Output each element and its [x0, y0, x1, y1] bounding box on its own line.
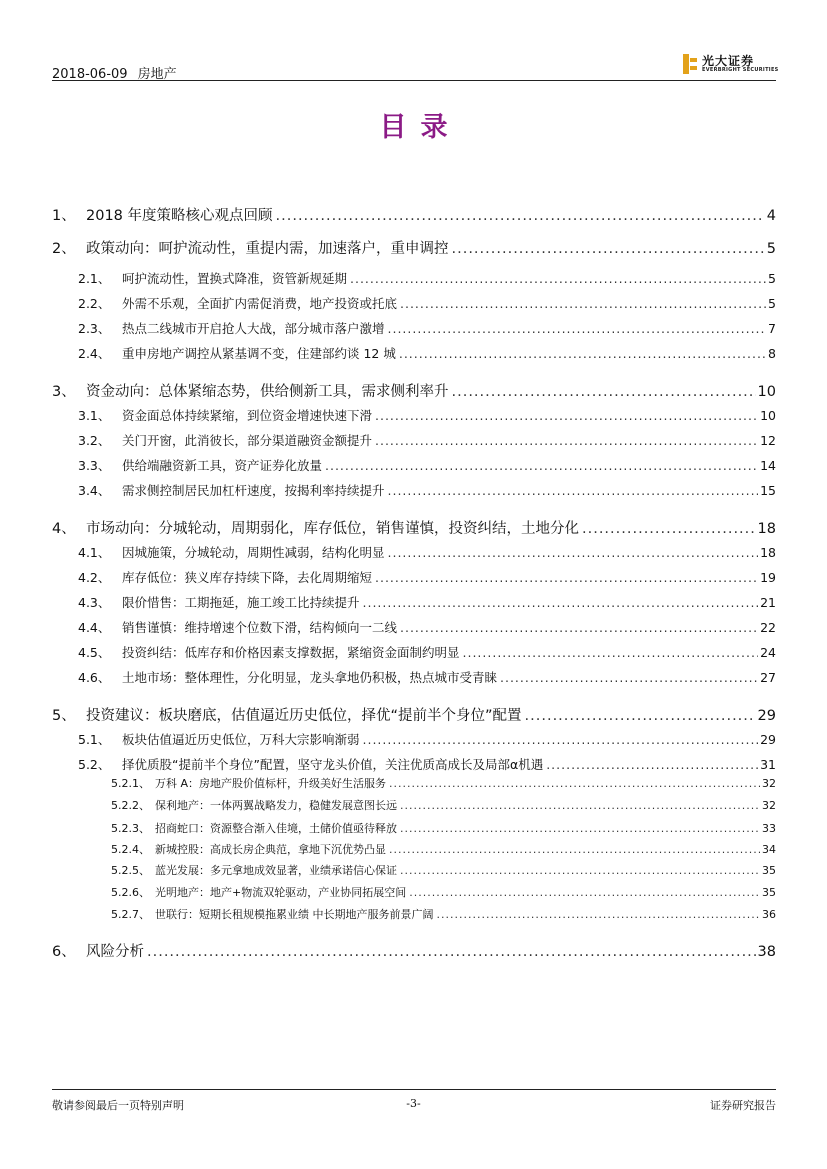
toc-entry[interactable] [111, 841, 776, 857]
header-divider [52, 80, 776, 81]
toc-entry[interactable] [78, 568, 776, 586]
toc-entry-number: 5.2.1、 [111, 777, 150, 790]
toc-entry-number: 3.3、 [78, 458, 111, 473]
toc-entry-title: 热点二线城市开启抢人大战，部分城市落户激增 [122, 321, 385, 336]
toc-entry[interactable] [78, 319, 776, 337]
toc-leader-dots [388, 483, 759, 498]
toc-entry-title: 资金动向：总体紧缩态势，供给侧新工具，需求侧利率升 [86, 384, 449, 400]
toc-entry-number: 1、 [52, 208, 76, 224]
toc-entry[interactable] [111, 906, 776, 922]
toc-entry[interactable] [52, 204, 776, 225]
toc-entry[interactable] [78, 643, 776, 661]
toc-leader-dots [399, 346, 766, 361]
toc-entry-page: 10 [760, 408, 776, 423]
toc-entry-number: 4.1、 [78, 545, 111, 560]
toc-entry-page: 38 [757, 944, 776, 960]
toc-entry[interactable] [52, 517, 776, 538]
toc-entry-title: 蓝光发展：多元拿地成效显著，业绩承诺信心保证 [155, 864, 397, 877]
toc-entry-title: 风险分析 [86, 944, 144, 960]
toc-entry-number: 2.4、 [78, 346, 111, 361]
toc-entry[interactable] [78, 269, 776, 287]
toc-entry-number: 5.2.5、 [111, 864, 150, 877]
toc-entry[interactable] [78, 668, 776, 686]
toc-leader-dots [500, 670, 758, 685]
toc-leader-dots [400, 799, 760, 812]
toc-entry-number: 5.2、 [78, 757, 111, 772]
footer-disclaimer: 敬请参阅最后一页特别声明 [52, 1099, 184, 1112]
toc-entry-number: 4.6、 [78, 670, 111, 685]
toc-entry-page: 31 [760, 757, 776, 772]
toc-entry[interactable] [78, 481, 776, 499]
report-date: 2018-06-09 [52, 67, 128, 82]
toc-entry[interactable] [78, 456, 776, 474]
toc-entry-number: 2.1、 [78, 271, 111, 286]
toc-entry-number: 2.3、 [78, 321, 111, 336]
footer-divider [52, 1089, 776, 1090]
toc-entry-title: 销售谨慎：维持增速个位数下滑，结构倾向一二线 [122, 620, 398, 635]
toc-entry-number: 2、 [52, 241, 76, 257]
toc-leader-dots [400, 620, 758, 635]
toc-entry-title: 土地市场：整体理性，分化明显，龙头拿地仍积极，热点城市受青睐 [122, 670, 498, 685]
toc-entry[interactable] [52, 940, 776, 961]
toc-entry-page: 27 [760, 670, 776, 685]
toc-entry-title: 需求侧控制居民加杠杆速度，按揭利率持续提升 [122, 483, 385, 498]
toc-leader-dots [400, 864, 760, 877]
toc-entry[interactable] [78, 344, 776, 362]
toc-entry-page: 18 [760, 545, 776, 560]
toc-entry[interactable] [78, 543, 776, 561]
toc-leader-dots [375, 408, 758, 423]
footer-report-type: 证券研究报告 [710, 1099, 776, 1112]
toc-leader-dots [582, 521, 756, 537]
toc-entry[interactable] [78, 294, 776, 312]
toc-entry-page: 18 [757, 521, 776, 537]
toc-leader-dots [463, 645, 759, 660]
toc-entry[interactable] [52, 380, 776, 401]
toc-entry-number: 5.2.4、 [111, 843, 150, 856]
toc-entry-title: 光明地产：地产+物流双轮驱动，产业协同拓展空间 [155, 886, 407, 899]
toc-entry-title: 库存低位：狭义库存持续下降，去化周期缩短 [122, 570, 373, 585]
toc-entry-title: 因城施策，分城轮动，周期性减弱，结构化明显 [122, 545, 385, 560]
toc-entry-page: 10 [757, 384, 776, 400]
toc-entry-page: 36 [762, 908, 776, 921]
toc-entry[interactable] [78, 431, 776, 449]
toc-entry-number: 5.1、 [78, 732, 111, 747]
toc-entry-page: 22 [760, 620, 776, 635]
toc-entry-title: 择优质股“提前半个身位”配置，坚守龙头价值，关注优质高成长及局部α机遇 [122, 757, 544, 772]
toc-entry-number: 3、 [52, 384, 76, 400]
toc-entry[interactable] [78, 755, 776, 773]
toc-leader-dots [409, 886, 760, 899]
toc-leader-dots [375, 433, 758, 448]
toc-entry-page: 32 [762, 777, 776, 790]
toc-entry-number: 4、 [52, 521, 76, 537]
toc-entry-title: 重申房地产调控从紧基调不变，住建部约谈 12 城 [122, 346, 396, 361]
toc-entry-page: 5 [766, 241, 776, 257]
toc-entry-page: 35 [762, 886, 776, 899]
toc-entry[interactable] [78, 593, 776, 611]
company-logo [683, 53, 783, 77]
logo-subtitle: EVERBRIGHT SECURITIES [702, 67, 779, 73]
toc-entry-page: 12 [760, 433, 776, 448]
toc-entry-title: 关门开窗，此消彼长，部分渠道融资金额提升 [122, 433, 373, 448]
logo-mark-icon [683, 54, 697, 74]
toc-entry-title: 市场动向：分城轮动，周期弱化，库存低位，销售谨慎，投资纠结，土地分化 [86, 521, 579, 537]
toc-entry-number: 2.2、 [78, 296, 111, 311]
toc-entry-page: 29 [760, 732, 776, 747]
page-title: 目录 [379, 112, 462, 143]
toc-leader-dots [375, 570, 758, 585]
toc-leader-dots [388, 321, 767, 336]
toc-entry-title: 资金面总体持续紧缩，到位资金增速快速下滑 [122, 408, 373, 423]
toc-entry-page: 8 [768, 346, 776, 361]
toc-entry-page: 4 [766, 208, 776, 224]
toc-leader-dots [452, 241, 765, 257]
page-number: -3- [406, 1097, 421, 1110]
toc-entry-title: 政策动向：呵护流动性，重提内需，加速落户，重申调控 [86, 241, 449, 257]
toc-entry-number: 5.2.2、 [111, 799, 150, 812]
toc-leader-dots [350, 271, 766, 286]
toc-entry-page: 7 [768, 321, 776, 336]
toc-entry-number: 3.2、 [78, 433, 111, 448]
toc-leader-dots [525, 708, 756, 724]
toc-entry-page: 14 [760, 458, 776, 473]
toc-entry[interactable] [111, 797, 776, 813]
toc-entry-title: 限价惜售：工期拖延，施工竣工比持续提升 [122, 595, 360, 610]
toc-leader-dots [389, 777, 760, 790]
toc-entry[interactable] [78, 730, 776, 748]
toc-leader-dots [363, 732, 759, 747]
toc-leader-dots [437, 908, 761, 921]
toc-entry-title: 供给端融资新工具，资产证券化放量 [122, 458, 323, 473]
toc-entry-page: 21 [760, 595, 776, 610]
toc-entry-number: 4.2、 [78, 570, 111, 585]
toc-entry-number: 3.4、 [78, 483, 111, 498]
toc-entry-page: 29 [757, 708, 776, 724]
report-sector: 房地产 [137, 67, 177, 82]
toc-entry-title: 新城控股：高成长房企典范，拿地下沉优势凸显 [155, 843, 386, 856]
toc-entry-page: 35 [762, 864, 776, 877]
toc-entry-number: 3.1、 [78, 408, 111, 423]
toc-entry[interactable] [52, 237, 776, 258]
toc-entry-number: 6、 [52, 944, 76, 960]
toc-entry-number: 4.3、 [78, 595, 111, 610]
toc-entry[interactable] [111, 862, 776, 878]
toc-entry-number: 5.2.7、 [111, 908, 150, 921]
toc-entry-title: 外需不乐观，全面扩内需促消费，地产投资或托底 [122, 296, 398, 311]
toc-entry-title: 世联行：短期长租规模拖累业绩 中长期地产服务前景广阔 [155, 908, 434, 921]
toc-leader-dots [546, 757, 758, 772]
toc-entry-title: 2018 年度策略核心观点回顾 [86, 208, 273, 224]
toc-leader-dots [325, 458, 758, 473]
toc-leader-dots [389, 843, 760, 856]
toc-entry-number: 4.4、 [78, 620, 111, 635]
toc-leader-dots [400, 822, 760, 835]
toc-leader-dots [363, 595, 759, 610]
toc-entry-title: 呵护流动性，置换式降准，资管新规延期 [122, 271, 348, 286]
toc-entry-title: 板块估值逼近历史低位，万科大宗影响渐弱 [122, 732, 360, 747]
toc-entry-page: 15 [760, 483, 776, 498]
toc-entry-page: 5 [768, 296, 776, 311]
toc-entry[interactable] [111, 775, 776, 791]
toc-entry-page: 5 [768, 271, 776, 286]
toc-entry[interactable] [52, 704, 776, 725]
toc-leader-dots [388, 545, 759, 560]
toc-entry-title: 保利地产：一体两翼战略发力，稳健发展意图长远 [155, 799, 397, 812]
logo-name: 光大证券 [702, 54, 755, 68]
toc-entry-page: 19 [760, 570, 776, 585]
toc-leader-dots [452, 384, 756, 400]
toc-entry[interactable] [78, 406, 776, 424]
toc-entry-title: 投资纠结：低库存和价格因素支撑数据，紧缩资金面制约明显 [122, 645, 460, 660]
toc-entry-number: 5.2.6、 [111, 886, 150, 899]
toc-entry-number: 4.5、 [78, 645, 111, 660]
toc-entry-title: 投资建议：板块磨底，估值逼近历史低位，择优“提前半个身位”配置 [86, 708, 522, 724]
toc-entry[interactable] [111, 820, 776, 836]
toc-leader-dots [147, 944, 756, 960]
toc-leader-dots [276, 208, 765, 224]
toc-entry-number: 5、 [52, 708, 76, 724]
toc-entry-title: 招商蛇口：资源整合渐入佳境，土储价值亟待释放 [155, 822, 397, 835]
toc-entry-page: 32 [762, 799, 776, 812]
toc-entry-page: 24 [760, 645, 776, 660]
toc-entry[interactable] [111, 884, 776, 900]
toc-leader-dots [400, 296, 766, 311]
toc-entry-page: 33 [762, 822, 776, 835]
toc-entry[interactable] [78, 618, 776, 636]
toc-entry-title: 万科 A：房地产股价值标杆，升级美好生活服务 [155, 777, 387, 790]
toc-entry-page: 34 [762, 843, 776, 856]
toc-entry-number: 5.2.3、 [111, 822, 150, 835]
